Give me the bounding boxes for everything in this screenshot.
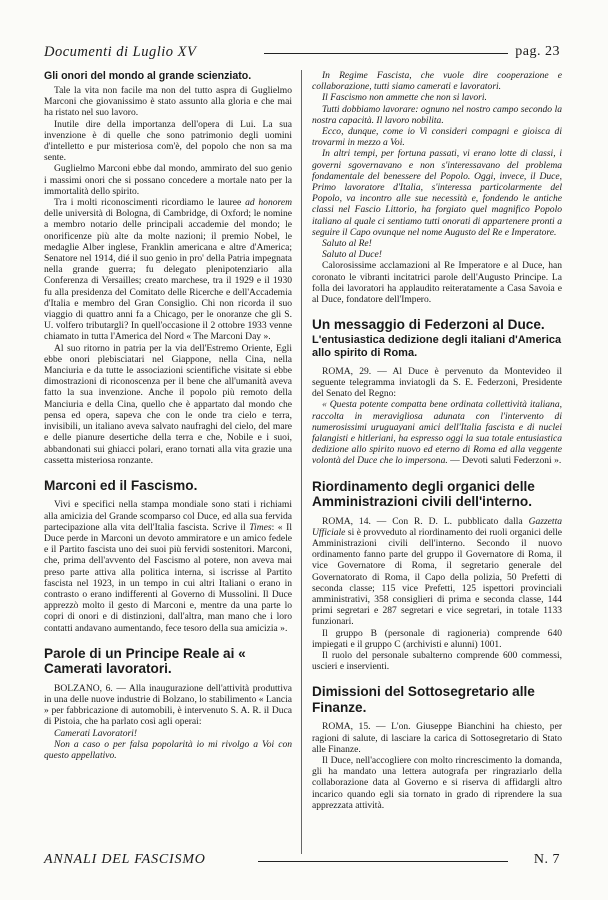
publication-title: ANNALI DEL FASCISMO — [44, 852, 206, 867]
speech-line: In Regime Fascista, che vuole dire cooperazione e collaborazione, tutti siamo camerati e lavoratori. — [312, 70, 562, 93]
section-title-marconi-fascism: Marconi ed il Fascismo. — [44, 477, 198, 493]
page-header — [44, 44, 560, 62]
paragraph: BOLZANO, 6. — Alla inaugurazione dell'attività produttiva in una delle nuove industrie di Bolzano, lo stabilimento « Lancia » per fabbricazione di automobili, è intervenuto S. A. R. il Duca di Pistoia, che ha parlato così agli operai: — [44, 682, 292, 728]
header-rule — [264, 53, 508, 54]
speech-line: Non a caso o per falsa popolarità io mi rivolgo a Voi con questo appellativo. — [44, 738, 292, 762]
issue-number: N. 7 — [533, 852, 560, 867]
paragraph: ROMA, 15. — L'on. Giuseppe Bianchini ha chiesto, per ragioni di salute, di lasciare la carica di Sottosegretario di Stato alle Finanze. — [312, 721, 562, 755]
paragraph: Tale la vita non facile ma non del tutto aspra di Guglielmo Marconi che giovanissimo è stato assunto alla gloria e che mai ha ristato nel suo lavoro. — [44, 85, 292, 119]
left-column — [44, 70, 292, 761]
paragraph: Vivi e specifici nella stampa mondiale sono stati i richiami alla amicizia del Grande scomparso col Duce, ed alla sua fervida partecipazione alla vita dell'Italia fascista. Scrive il Times: « Il Duce perde in Marconi un devoto ammiratore e un amico fedele e il Partito fascista uno dei suoi più fervidi sostenitori. Marconi, che, prima dell'avvento del Fascismo al potere, non aveva mai preso parte attiva alla politica interna, si iscrisse al Partito fascista nel 1923, in un tempo in cui altri Italiani o erano in contrasto o erano indifferenti al Governo di Mussolini. Il Duce apprezzò molto il gesto di Marconi e, mentre da una parte lo copri di onori e di distinzioni, dall'altra, man mano che i loro contatti andavano aumentando, fece tesoro della sua amicizia ». — [44, 499, 293, 634]
page-footer — [44, 852, 560, 872]
section-subtitle-federzoni: L'entusiastica dedizione degli italiani d'America allo spirito di Roma. — [312, 333, 562, 359]
paragraph: Il ruolo del personale subalterno comprende 600 commessi, uscieri e inservienti. — [312, 650, 562, 673]
paragraph: Al suo ritorno in patria per la via dell'Estremo Oriente, Egli ebbe onori plebisciatari nel Giappone, nella Cina, nella Manciuria e da tutte le associazioni scientifiche visitate si ebbe dimostrazioni di riconoscenza per il bene che all'umanità aveva fatto la sua invenzione. Anche il popolo più remoto della Manciuria e della Cina, quello che è appartato dal mondo che pensa ed opera, sapeva che con le onde tra cielo e terra, invisibili, un italiano aveva salvato naufraghi del cielo, del mare e delle pianure desertiche della terra e che, Nobile e i suoi, abbandonati sui ghiacci polari, erano tornati alla vita grazie una cassetta misteriosa ronzante. — [44, 342, 292, 466]
speech-line: Ecco, dunque, come io Vi consideri compagni e gioisca di trovarmi in mezzo a Voi. — [312, 126, 562, 149]
paragraph: Calorosissime acclamazioni al Re Imperatore e al Duce, han coronato le vibranti incitatrici parole dell'Augusto Principe. La folla dei lavoratori ha applaudito reiteratamente a Casa Savoia e al Duce, fondatore dell'Impero. — [312, 260, 562, 306]
section-title-resignation: Dimissioni del Sottosegretario alle Finanze. — [312, 684, 535, 715]
speech-line: Il Fascismo non ammette che non si lavori. — [322, 92, 487, 104]
section-title-reorganization: Riordinamento degli organici delle Amministrazioni civili dell'interno. — [312, 478, 535, 510]
speech-line: Saluto al Duce! — [322, 249, 382, 261]
paragraph: ROMA, 14. — Con R. D. L. pubblicato dalla Gazzetta Ufficiale si è provveduto al riordinamento dei ruoli organici delle Amministrazioni civili dell'interno. Secondo il nuovo ordinamento fanno parte del gruppo il Governatore di Roma, il vice Governatore di Roma, il segretario generale del Governatorato di Roma, il Capo della polizia, 50 Prefetti di seconda classe; 115 vice Prefetti, 125 ispettori provinciali amministrativi, 358 consiglieri di prima e seconda classe, 144 primi segretari e 287 segretari e vice segretari, in totale 1133 funzionari. — [312, 515, 562, 628]
section-title-prince-speech: Parole di un Principe Reale ai « Camerati lavoratori. — [44, 645, 246, 677]
speech-line: Saluto al Re! — [322, 238, 372, 250]
right-column — [312, 70, 562, 811]
column-divider — [301, 70, 302, 854]
section-title-federzoni: Un messaggio di Federzoni al Duce. — [312, 317, 545, 333]
speech-line: In altri tempi, per fortuna passati, vi erano lotte di classi, i governi sgovernavano e non s'interessavano del problema fondamentale del benessere del Popolo. Oggi, invece, il Duce, Primo lavoratore d'Italia, s'interessa particolarmente del Popolo, va incontro alle sue necessità e, fondendo le antiche classi nel Fascio Littorio, ha forgiato quel magnifico Popolo italiano al quale ci sentiamo tutti onorati di appartenere pronti a seguire il Capo ovunque nel nome Augusto del Re e Imperatore. — [312, 148, 562, 238]
speech-line: Camerati Lavoratori! — [54, 727, 138, 739]
paragraph: Il Duce, nell'accogliere con molto rincrescimento la domanda, gli ha mandato una lettera autografa per ringraziarlo della collaborazione data al Governo e si riserva di affidargli altro incarico quando egli sia tornato in grado di riprendere la sua apprezzata attività. — [312, 755, 562, 811]
footer-rule — [258, 861, 508, 862]
running-title: Documenti di Luglio XV — [44, 44, 197, 60]
telegram-quote: « Questa potente compatta bene ordinata collettività italiana, raccolta in meravigliosa adunata con l'intervento di numerosissimi uruguayani amici dell'Italia fascista e di nuclei falangisti e hitleriani, ha espresso oggi la sua totale entusiastica dedizione allo spirito nuovo ed eterno di Roma ed alla veggente volontà del Duce che lo impersona. — Devoti saluti Federzoni ». — [312, 399, 562, 467]
paragraph: ROMA, 29. — Al Duce è pervenuto da Montevideo il seguente telegramma inviatogli da S. E. Federzoni, Presidente del Senato del Regno: — [312, 365, 562, 400]
paragraph: Inutile dire della importanza dell'opera di Lui. La sua invenzione è di quelle che sono patrimonio degli uomini d'intelletto e pur misteriosa com'è, del popolo che non sa ma sente. — [44, 118, 292, 164]
section-title-honors: Gli onori del mondo al grande scienziato. — [44, 70, 252, 82]
paragraph: Guglielmo Marconi ebbe dal mondo, ammirato del suo genio i massimi onori che si possano concedere a mortale nato per la immortalità dello spirito. — [44, 163, 292, 197]
paragraph: Il gruppo B (personale di ragioneria) comprende 640 impiegati e il gruppo C (archivisti e alunni) 1001. — [312, 627, 562, 650]
page-number: pag. 23 — [515, 44, 560, 59]
paragraph: Tra i molti riconoscimenti ricordiamo le lauree ad honorem delle università di Bologna, di Cambridge, di Oxford; le nomine a membro notario delle principali accademie del mondo; le onorificenze più alte da molte nazioni; il premio Nobel, le medaglie Alber inglese, Franklin americana e altre d'America; Senatore nel 1914, dié il suo genio in pro' della Patria impegnata nella grande guerra; fu delegato plenipotenziario alla Conferenza di Versailles; creato marchese, tra il 1929 e il 1930 fu alla presidenza del Comitato delle Ricerche e dell'Accademia d'Italia e membro del Gran Consiglio. Chi non ricorda il suo viaggio di quattro anni fa a Chicago, per le onoranze che gli S. U. volfero tributargli? In quell'occasione il 2 ottobre 1933 venne chiamato in tutta l'America del Nord « The Marconi Day ». — [44, 197, 292, 343]
speech-line: Tutti dobbiamo lavorare: ognuno nel nostro campo secondo la nostra capacità. Il lavoro nobilita. — [312, 103, 562, 126]
